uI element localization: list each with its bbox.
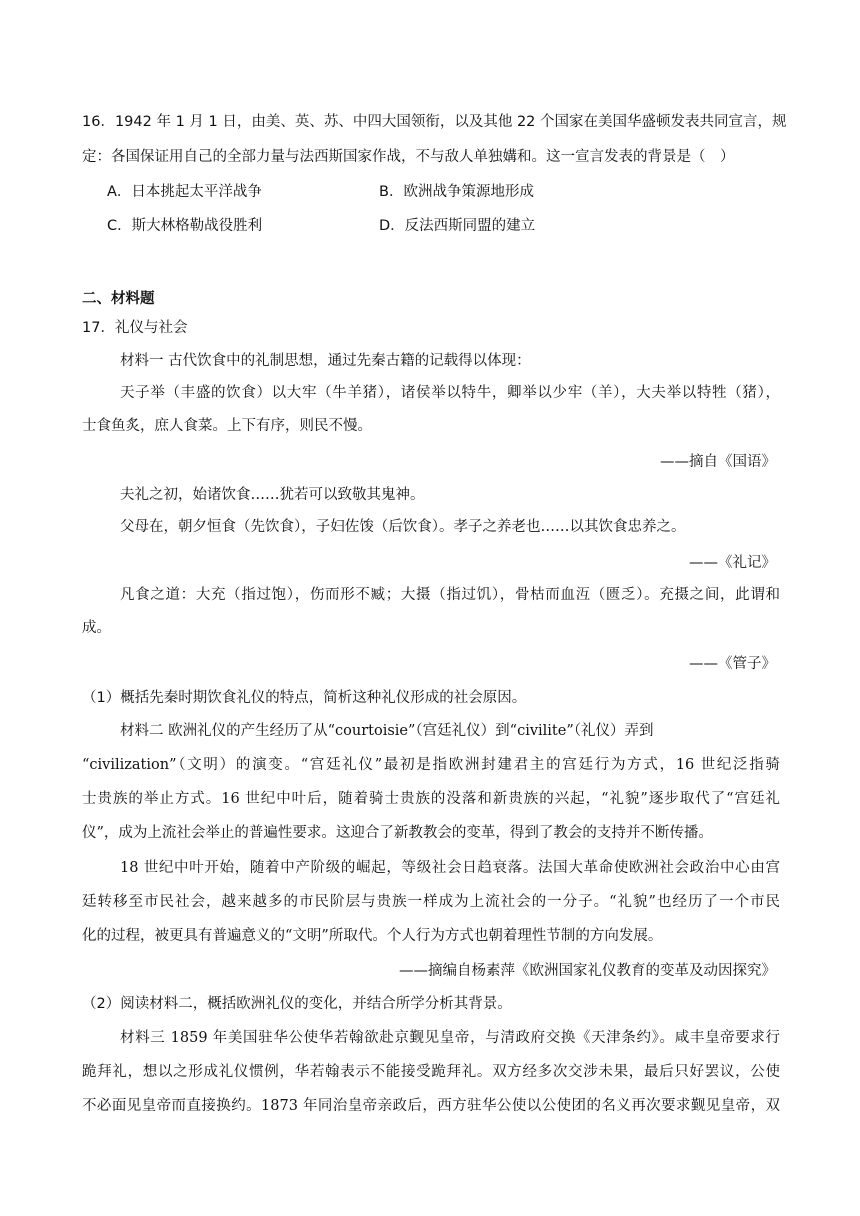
material-three-line2: 跪拜礼，想以之形成礼仪惯例，华若翰表示不能接受跪拜礼。双方经多次交涉未果，最后只好罢议，公使 — [82, 1064, 780, 1080]
material-one-p1-line1: 天子举（丰盛的饮食）以大牢（牛羊猪），诸侯举以特牛，卿举以少牢（羊），大夫举以特牲（猪）， — [120, 385, 780, 401]
material-two-line3: 士贵族的举止方式。16 世纪中叶后，随着骑士贵族的没落和新贵族的兴起，“礼貌”逐步取代了“宫廷礼 — [82, 791, 780, 807]
q16-stem-line2: 定：各国保证用自己的全部力量与法西斯国家作战，不与敌人单独媾和。这一宣言发表的背景是（ ） — [82, 149, 735, 165]
source-citation: ——《礼记》 — [689, 555, 776, 571]
source-citation: ——摘编自杨素萍《欧洲国家礼仪教育的变革及动因探究》 — [399, 963, 776, 979]
source-citation: ——摘自《国语》 — [660, 454, 776, 470]
q17-title: 17．礼仪与社会 — [82, 320, 188, 336]
material-one-p1-line2: 士食鱼炙，庶人食菜。上下有序，则民不慢。 — [82, 418, 372, 434]
material-two-line5: 18 世纪中叶开始，随着中产阶级的崛起，等级社会日趋衰落。法国大革命使欧洲社会政治中心由宫 — [120, 860, 780, 876]
sub-question-1: （1）概括先秦时期饮食礼仪的特点，简析这种礼仪形成的社会原因。 — [82, 690, 527, 706]
q16-option-a: A．日本挑起太平洋战争 — [107, 184, 262, 200]
material-two-line6: 廷转移至市民社会，越来越多的市民阶层与贵族一样成为上流社会的一分子。“礼貌”也经历了一个市民 — [82, 894, 780, 910]
material-two-line2: “civilization”（文明）的演变。“宫廷礼仪”最初是指欧洲封建君主的宫廷行为方式，16 世纪泛指骑 — [82, 757, 780, 773]
material-one-intro: 材料一 古代饮食中的礼制思想，通过先秦古籍的记载得以体现： — [120, 353, 531, 369]
q16-option-b: B．欧洲战争策源地形成 — [379, 184, 534, 200]
material-one-p4-line2: 成。 — [82, 620, 111, 636]
material-one-p2: 夫礼之初，始诸饮食……犹若可以致敬其鬼神。 — [120, 487, 425, 503]
material-three-line3: 不必面见皇帝而直接换约。1873 年同治皇帝亲政后，西方驻华公使以公使团的名义再次要求觐见皇帝，双 — [82, 1098, 780, 1114]
source-citation: ——《管子》 — [689, 656, 776, 672]
material-one-p3: 父母在，朝夕恒食（先饮食），子妇佐馂（后饮食）。孝子之养老也……以其饮食忠养之。 — [120, 519, 686, 535]
sub-question-2: （2）阅读材料二，概括欧洲礼仪的变化，并结合所学分析其背景。 — [82, 996, 512, 1012]
q16-option-d: D．反法西斯同盟的建立 — [379, 218, 536, 234]
q16-stem-line1: 16．1942 年 1 月 1 日，由美、英、苏、中四大国领衔，以及其他 22 个国家在美国华盛顿发表共同宣言，规 — [82, 114, 787, 130]
section-title: 二、材料题 — [82, 291, 155, 307]
material-two-line7: 化的过程，被更具有普遍意义的“文明”所取代。个人行为方式也朝着理性节制的方向发展。 — [82, 928, 663, 944]
material-three-line1: 材料三 1859 年美国驻华公使华若翰欲赴京觐见皇帝，与清政府交换《天津条约》。咸丰皇帝要求行 — [120, 1030, 780, 1046]
material-one-p4-line1: 凡食之道：大充（指过饱），伤而形不臧；大摄（指过饥），骨枯而血沍（匮乏）。充摄之间，此谓和 — [120, 587, 780, 603]
material-two-line4: 仪”，成为上流社会举止的普遍性要求。这迎合了新教教会的变革，得到了教会的支持并不断传播。 — [82, 825, 713, 841]
q16-option-c: C．斯大林格勒战役胜利 — [107, 218, 263, 234]
material-two-line1: 材料二 欧洲礼仪的产生经历了从“courtoisie”（宫廷礼仪）到“civilite”（礼仪）弄到 — [120, 723, 654, 739]
